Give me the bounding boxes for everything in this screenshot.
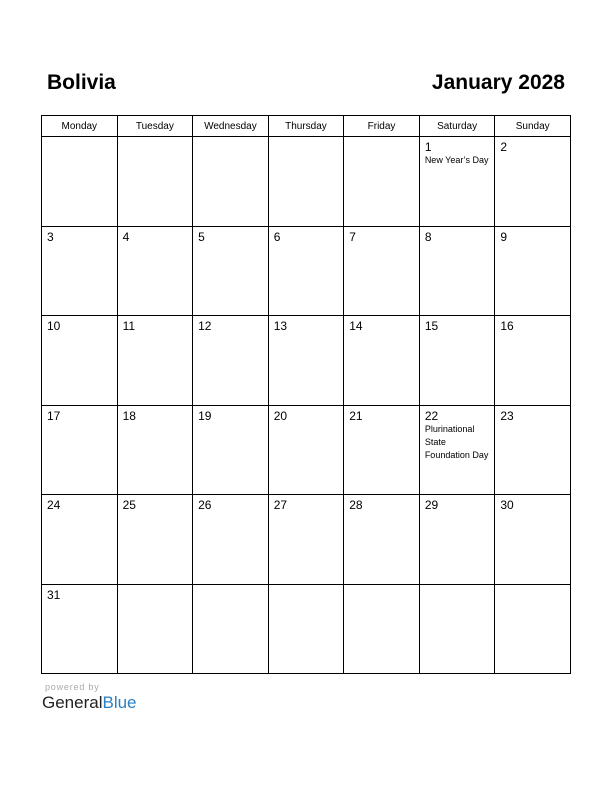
day-number: 1 bbox=[424, 140, 432, 154]
day-cell bbox=[268, 137, 344, 227]
holiday-label: New Year’s Day bbox=[424, 155, 489, 165]
day-cell bbox=[419, 584, 495, 674]
day-cell bbox=[344, 316, 420, 406]
week-row bbox=[42, 226, 571, 316]
week-row bbox=[42, 137, 571, 227]
day-cell bbox=[495, 495, 571, 585]
day-cell bbox=[42, 495, 118, 585]
day-cell bbox=[117, 495, 193, 585]
weekday-header: Thursday bbox=[268, 116, 344, 137]
day-number: 29 bbox=[424, 498, 439, 512]
day-number: 4 bbox=[122, 229, 130, 244]
generalblue-logo[interactable] bbox=[42, 693, 137, 713]
day-cell bbox=[495, 405, 571, 495]
day-cell bbox=[42, 137, 118, 227]
day-number: 21 bbox=[349, 408, 363, 423]
day-number: 8 bbox=[424, 229, 432, 244]
day-cell bbox=[344, 495, 420, 585]
day-cell bbox=[42, 226, 118, 316]
day-number: 31 bbox=[47, 587, 61, 602]
day-cell bbox=[419, 316, 495, 406]
day-cell bbox=[193, 405, 269, 495]
day-cell bbox=[419, 495, 495, 585]
day-cell bbox=[495, 316, 571, 406]
week-row bbox=[42, 584, 571, 674]
day-number: 9 bbox=[500, 229, 508, 244]
day-cell bbox=[117, 405, 193, 495]
day-number: 19 bbox=[198, 408, 212, 423]
day-cell bbox=[268, 316, 344, 406]
day-number: 5 bbox=[198, 229, 205, 244]
weekday-header: Saturday bbox=[419, 116, 495, 137]
day-cell bbox=[495, 584, 571, 674]
week-row bbox=[42, 316, 571, 406]
day-cell bbox=[117, 584, 193, 674]
country-title: Bolivia bbox=[47, 71, 116, 94]
logo-general: General bbox=[42, 693, 103, 712]
day-number: 2 bbox=[500, 140, 508, 154]
week-row bbox=[42, 495, 571, 585]
day-number: 27 bbox=[273, 498, 288, 512]
day-cell bbox=[268, 495, 344, 585]
calendar-body bbox=[42, 137, 571, 674]
weekday-header: Friday bbox=[344, 116, 420, 137]
day-number: 30 bbox=[500, 498, 514, 512]
day-number: 20 bbox=[273, 408, 288, 423]
day-number: 7 bbox=[349, 229, 356, 244]
day-number: 3 bbox=[47, 229, 54, 244]
day-number: 10 bbox=[47, 319, 61, 333]
day-cell bbox=[495, 226, 571, 316]
day-number: 13 bbox=[273, 319, 288, 333]
week-row bbox=[42, 405, 571, 495]
day-cell bbox=[193, 584, 269, 674]
day-cell bbox=[193, 316, 269, 406]
weekday-header: Sunday bbox=[495, 116, 571, 137]
weekday-header: Tuesday bbox=[117, 116, 193, 137]
day-cell bbox=[117, 226, 193, 316]
day-cell bbox=[268, 584, 344, 674]
day-number: 6 bbox=[273, 229, 281, 244]
day-cell bbox=[495, 137, 571, 227]
day-number: 24 bbox=[47, 498, 61, 512]
day-number: 17 bbox=[47, 408, 61, 423]
footer bbox=[42, 682, 137, 713]
day-cell bbox=[42, 584, 118, 674]
day-number: 22 bbox=[424, 408, 439, 423]
day-number: 28 bbox=[349, 498, 363, 512]
day-cell bbox=[268, 405, 344, 495]
day-cell bbox=[344, 584, 420, 674]
day-number: 23 bbox=[500, 408, 514, 423]
day-cell bbox=[193, 137, 269, 227]
day-number: 11 bbox=[122, 319, 136, 333]
day-number: 14 bbox=[349, 319, 363, 333]
day-number: 12 bbox=[198, 319, 212, 333]
day-cell bbox=[344, 137, 420, 227]
weekday-header: Monday bbox=[42, 116, 118, 137]
weekday-header: Wednesday bbox=[193, 116, 269, 137]
day-cell bbox=[419, 405, 495, 495]
weekday-header-row bbox=[42, 116, 571, 137]
day-cell bbox=[419, 226, 495, 316]
day-cell bbox=[42, 316, 118, 406]
day-cell bbox=[268, 226, 344, 316]
calendar-grid bbox=[41, 115, 571, 674]
month-title: January 2028 bbox=[431, 71, 565, 94]
day-number: 18 bbox=[122, 408, 136, 423]
day-cell bbox=[42, 405, 118, 495]
day-cell bbox=[193, 226, 269, 316]
day-cell bbox=[419, 137, 495, 227]
day-cell bbox=[117, 316, 193, 406]
day-number: 15 bbox=[424, 319, 439, 333]
day-number: 26 bbox=[198, 498, 212, 512]
day-cell bbox=[344, 226, 420, 316]
day-cell bbox=[193, 495, 269, 585]
holiday-label: Plurinational State Foundation Day bbox=[424, 423, 489, 460]
powered-by-text: powered by bbox=[45, 682, 100, 692]
day-cell bbox=[344, 405, 420, 495]
day-number: 16 bbox=[500, 319, 514, 333]
logo-blue: Blue bbox=[102, 693, 137, 712]
day-cell bbox=[117, 137, 193, 227]
day-number: 25 bbox=[122, 498, 136, 512]
